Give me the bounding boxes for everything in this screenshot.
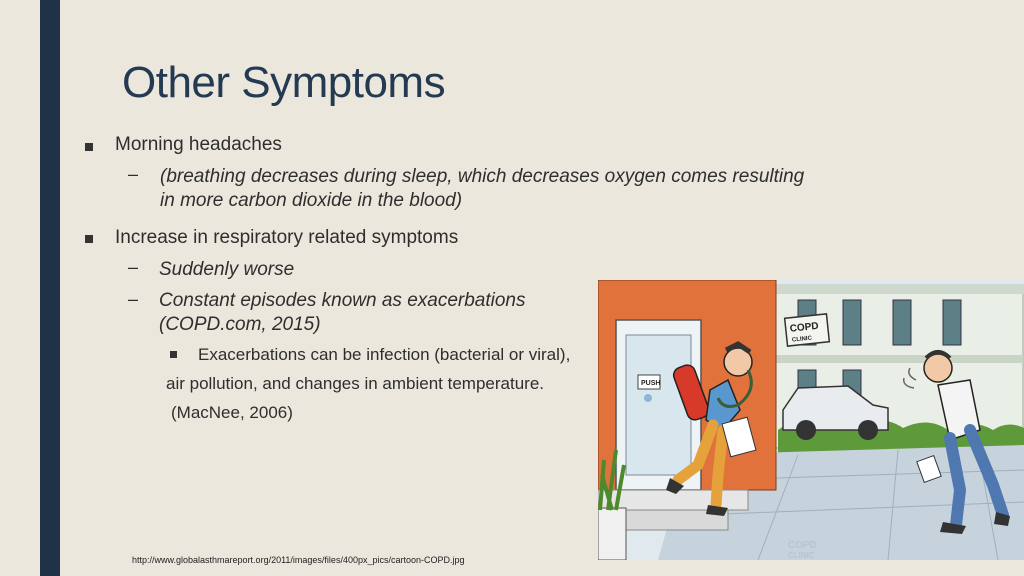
- copd-cartoon-illustration: [598, 280, 1024, 560]
- pavement-clinic-text: CLINIC: [788, 551, 815, 560]
- sub-bullet-breathing-line2: in more carbon dioxide in the blood): [160, 190, 463, 211]
- sub-bullet-suddenly-worse: Suddenly worse: [159, 259, 295, 280]
- sub-bullet-dash: –: [128, 289, 139, 309]
- door-push-label: PUSH: [641, 380, 661, 387]
- sub-bullet-breathing-line1: (breathing decreases during sleep, which decreases oxygen comes resulting: [160, 166, 805, 187]
- left-accent-bar: [40, 0, 60, 576]
- sub-bullet-exacerbations-line1: Constant episodes known as exacerbations: [159, 290, 526, 311]
- sub-bullet-exacerbations-line2: (COPD.com, 2015): [159, 314, 321, 335]
- subsub-text-line1: Exacerbations can be infection (bacterial or viral),: [198, 345, 571, 364]
- sign-copd-text: COPD: [789, 320, 820, 335]
- image-source-url: http://www.globalasthmareport.org/2011/images/files/400px_pics/cartoon-COPD.jpg: [132, 555, 465, 565]
- subsub-text-line3: (MacNee, 2006): [171, 403, 293, 422]
- pavement-copd-text: COPD: [788, 540, 817, 551]
- sub-bullet-dash: –: [128, 257, 139, 277]
- copd-clinic-sign: [785, 314, 830, 346]
- bullet-morning-headaches: Morning headaches: [115, 134, 282, 155]
- slide-title: Other Symptoms: [122, 58, 446, 107]
- subsub-text-line2: air pollution, and changes in ambient temperature.: [166, 374, 545, 393]
- sign-clinic-text: CLINIC: [791, 335, 813, 344]
- bullet-square: [85, 143, 93, 151]
- bullet-square: [85, 235, 93, 243]
- subsub-bullet-square: [170, 351, 177, 358]
- sub-bullet-dash: –: [128, 164, 139, 184]
- bullet-respiratory-symptoms: Increase in respiratory related symptoms: [115, 227, 459, 248]
